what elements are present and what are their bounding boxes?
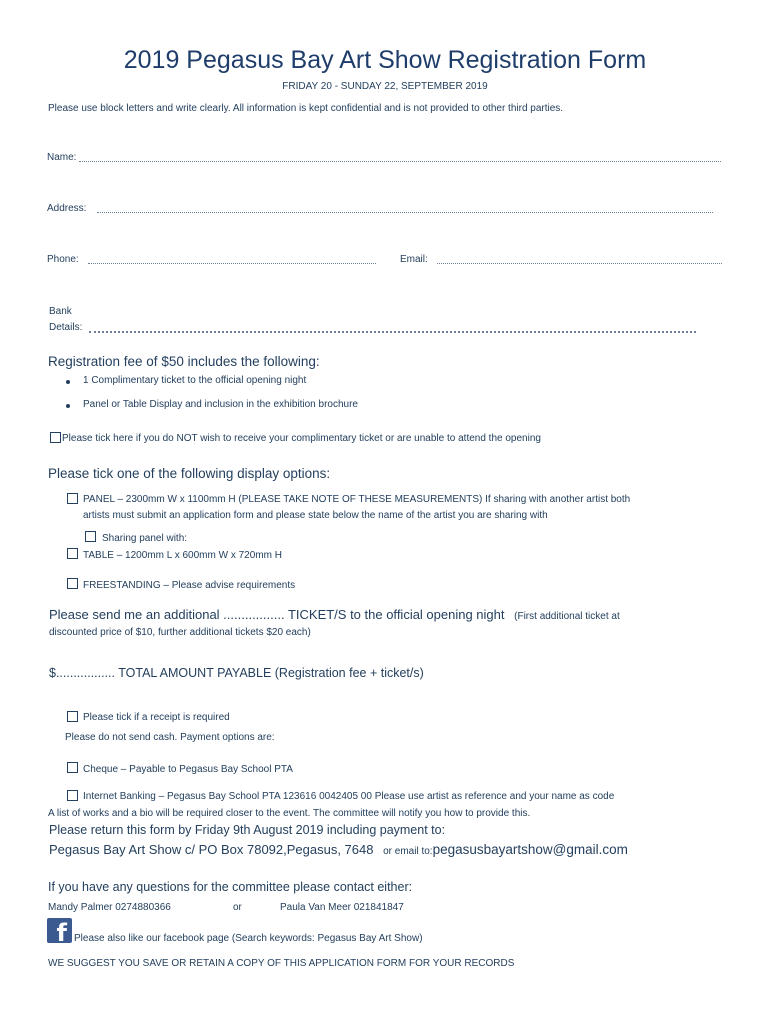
phone-label: Phone:	[47, 254, 79, 265]
internet-banking-checkbox[interactable]	[67, 790, 78, 801]
email-label: Email:	[400, 254, 428, 265]
cheque-checkbox[interactable]	[67, 762, 78, 773]
sharing-panel-label: Sharing panel with:	[102, 533, 188, 544]
sharing-panel-checkbox[interactable]	[85, 531, 96, 542]
receipt-checkbox[interactable]	[67, 711, 78, 722]
works-bio-note: A list of works and a bio will be required closer to the event. The committee will notify you how to provide this.	[48, 808, 531, 819]
email-prefix: or email to:	[383, 846, 433, 857]
opt-out-label: Please tick here if you do NOT wish to receive your complimentary ticket or are unable to attend the opening	[62, 433, 541, 444]
address-label: Address:	[47, 203, 87, 214]
freestanding-checkbox[interactable]	[67, 578, 78, 589]
contact-or: or	[233, 902, 242, 913]
bullet-icon	[66, 404, 70, 408]
fee-item-display: Panel or Table Display and inclusion in the exhibition brochure	[83, 399, 358, 410]
fee-heading: Registration fee of $50 includes the following:	[48, 354, 320, 369]
bank-details-field[interactable]	[89, 331, 696, 333]
facebook-icon[interactable]: f	[47, 918, 72, 943]
contact-mandy: Mandy Palmer 0274880366	[48, 902, 171, 913]
additional-tickets-pricing: discounted price of $10, further additional tickets $20 each)	[49, 627, 311, 638]
table-checkbox[interactable]	[67, 548, 78, 559]
opt-out-checkbox[interactable]	[50, 432, 61, 443]
display-heading: Please tick one of the following display options:	[48, 466, 331, 481]
panel-checkbox[interactable]	[67, 493, 78, 504]
table-label: TABLE – 1200mm L x 600mm W x 720mm H	[83, 550, 282, 561]
name-label: Name:	[47, 152, 77, 163]
bank-label-2: Details:	[49, 322, 83, 333]
address-field[interactable]	[97, 212, 713, 213]
no-cash-note: Please do not send cash. Payment options are:	[65, 732, 275, 743]
contact-email[interactable]: pegasusbayartshow@gmail.com	[432, 842, 628, 857]
return-deadline: Please return this form by Friday 9th August 2019 including payment to:	[49, 823, 446, 837]
internet-banking-label: Internet Banking – Pegasus Bay School PTA 123616 0042405 00 Please use artist as reference and your name as code	[83, 791, 615, 802]
panel-label-line1: PANEL – 2300mm W x 1100mm H (PLEASE TAKE NOTE OF THESE MEASUREMENTS) If sharing with another artist both	[83, 494, 631, 505]
name-field[interactable]	[79, 161, 721, 162]
bullet-icon	[66, 380, 70, 384]
facebook-note: Please also like our facebook page (Search keywords: Pegasus Bay Art Show)	[74, 933, 423, 944]
panel-label-line2: artists must submit an application form and please state below the name of the artist you are sharing with	[83, 510, 548, 521]
additional-tickets-line	[49, 607, 620, 622]
event-dates: FRIDAY 20 - SUNDAY 22, SEPTEMBER 2019	[282, 81, 488, 92]
records-note: WE SUGGEST YOU SAVE OR RETAIN A COPY OF THIS APPLICATION FORM FOR YOUR RECORDS	[48, 958, 515, 969]
fee-item-ticket: 1 Complimentary ticket to the official opening night	[83, 375, 307, 386]
freestanding-label: FREESTANDING – Please advise requirements	[83, 580, 296, 591]
total-amount-payable: $................. TOTAL AMOUNT PAYABLE (Registration fee + ticket/s)	[49, 666, 424, 680]
questions-heading: If you have any questions for the committee please contact either:	[48, 880, 413, 894]
receipt-label: Please tick if a receipt is required	[83, 712, 230, 723]
bank-label-1: Bank	[49, 306, 72, 317]
contact-paula: Paula Van Meer 021841847	[280, 902, 404, 913]
instructions: Please use block letters and write clearly. All information is kept confidential and is not provided to other third parties.	[48, 103, 564, 114]
additional-tickets-note: (First additional ticket at	[514, 611, 620, 622]
postal-address-line	[49, 842, 628, 857]
postal-address: Pegasus Bay Art Show c/ PO Box 78092,Pegasus, 7648	[49, 842, 374, 857]
page-title: 2019 Pegasus Bay Art Show Registration Form	[123, 46, 647, 74]
email-field[interactable]	[437, 263, 722, 264]
phone-field[interactable]	[88, 263, 376, 264]
cheque-label: Cheque – Payable to Pegasus Bay School PTA	[83, 764, 293, 775]
additional-tickets-text: Please send me an additional ................. TICKET/S to the official opening night	[49, 607, 505, 622]
